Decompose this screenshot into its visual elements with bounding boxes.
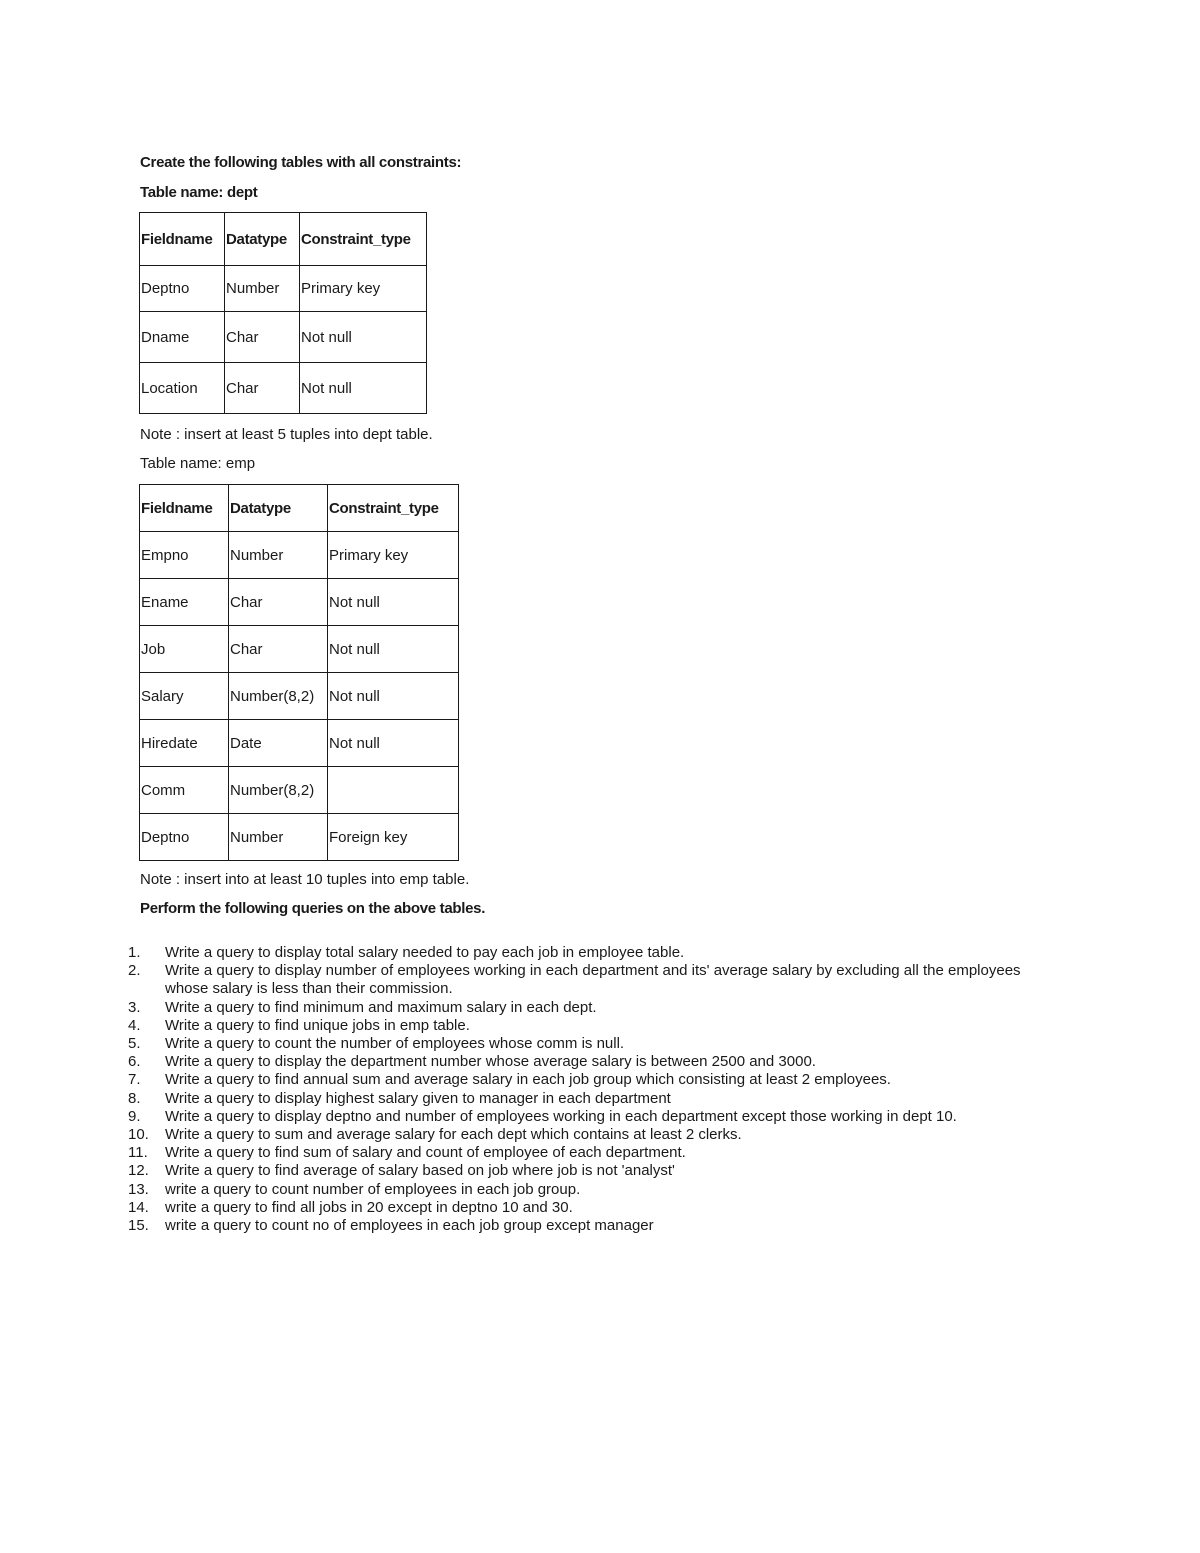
query-number: 12. (128, 1162, 149, 1180)
dept-table-row-cell: Number (225, 266, 300, 312)
emp-note: Note : insert into at least 10 tuples into emp table. (140, 871, 470, 888)
query-item (128, 999, 1028, 1017)
query-item (128, 1181, 1028, 1199)
emp-table-row-cell: Deptno (140, 814, 229, 861)
dept-table-row-cell: Char (225, 363, 300, 414)
query-text: Write a query to find average of salary based on job where job is not 'analyst' (165, 1162, 675, 1180)
dept-note: Note : insert at least 5 tuples into dept table. (140, 426, 433, 443)
emp-table-row (140, 532, 459, 579)
emp-table-row-cell: Char (229, 579, 328, 626)
emp-table-row-cell: Hiredate (140, 720, 229, 767)
emp-header-row (140, 485, 459, 532)
query-number: 6. (128, 1053, 141, 1071)
query-item (128, 1071, 1028, 1089)
query-text: write a query to count no of employees in each job group except manager (165, 1217, 654, 1235)
dept-table-row-cell: Dname (140, 312, 225, 363)
emp-table-row-cell: Date (229, 720, 328, 767)
query-text: Write a query to find sum of salary and count of employee of each department. (165, 1144, 686, 1162)
query-number: 7. (128, 1071, 141, 1089)
query-text: Write a query to find unique jobs in emp table. (165, 1016, 470, 1034)
query-item (128, 1217, 1028, 1235)
emp-table-row-cell (328, 767, 459, 814)
query-text: Write a query to sum and average salary for each dept which contains at least 2 clerks. (165, 1126, 742, 1144)
dept-table-row (140, 363, 427, 414)
emp-table-row-cell: Primary key (328, 532, 459, 579)
query-text: Write a query to find annual sum and average salary in each job group which consisting at least 2 employees. (165, 1071, 891, 1089)
query-item (128, 1108, 1028, 1126)
query-item (128, 1090, 1028, 1108)
query-item (128, 944, 1028, 962)
query-number: 4. (128, 1016, 141, 1034)
queries-heading: Perform the following queries on the above tables. (140, 900, 486, 917)
emp-table-row (140, 579, 459, 626)
dept-table (139, 212, 427, 414)
emp-table-row-cell: Not null (328, 720, 459, 767)
query-text: write a query to count number of employees in each job group. (165, 1180, 581, 1198)
query-text: Write a query to display number of employees working in each department and its' average salary by excluding all the employees whose salary is less than their commission. (165, 962, 1021, 998)
dept-table-row-cell: Not null (300, 312, 427, 363)
emp-table-title: Table name: emp (140, 455, 256, 472)
dept-table-row-cell: Location (140, 363, 225, 414)
dept-header-row-cell: Constraint_type (300, 213, 427, 266)
emp-table-row-cell: Comm (140, 767, 229, 814)
emp-header-row-cell: Datatype (229, 485, 328, 532)
query-item (128, 962, 1028, 998)
emp-table-row-cell: Not null (328, 579, 459, 626)
emp-table-row-cell: Job (140, 626, 229, 673)
emp-table-row (140, 767, 459, 814)
query-item (128, 1017, 1028, 1035)
query-number: 2. (128, 962, 141, 980)
emp-table-row (140, 673, 459, 720)
emp-table-row-cell: Not null (328, 626, 459, 673)
dept-table-row-cell: Not null (300, 363, 427, 414)
dept-table-row-cell: Deptno (140, 266, 225, 312)
query-number: 11. (128, 1144, 148, 1162)
query-text: Write a query to display total salary needed to pay each job in employee table. (165, 944, 685, 961)
dept-header-row-cell: Fieldname (140, 213, 225, 266)
query-item (128, 1126, 1028, 1144)
emp-table-row-cell: Number(8,2) (229, 767, 328, 814)
query-number: 8. (128, 1089, 141, 1107)
query-text: write a query to find all jobs in 20 except in deptno 10 and 30. (165, 1198, 573, 1216)
emp-table (139, 484, 459, 861)
query-item (128, 1053, 1028, 1071)
emp-table-row-cell: Salary (140, 673, 229, 720)
emp-table-row (140, 814, 459, 861)
dept-table-row (140, 312, 427, 363)
query-number: 1. (128, 944, 141, 961)
emp-table-row (140, 720, 459, 767)
query-number: 13. (128, 1180, 149, 1198)
query-number: 5. (128, 1035, 141, 1053)
query-item (128, 1199, 1028, 1217)
emp-table-row-cell: Not null (328, 673, 459, 720)
query-item (128, 1035, 1028, 1053)
intro-heading: Create the following tables with all constraints: (140, 154, 462, 171)
emp-table-row-cell: Empno (140, 532, 229, 579)
query-item (128, 1162, 1028, 1180)
query-text: Write a query to display deptno and number of employees working in each department except those working in dept 10. (165, 1107, 957, 1125)
dept-table-row (140, 266, 427, 312)
emp-table-row-cell: Number(8,2) (229, 673, 328, 720)
emp-table-row-cell: Char (229, 626, 328, 673)
dept-table-row-cell: Primary key (300, 266, 427, 312)
emp-header-row-cell: Fieldname (140, 485, 229, 532)
query-text: Write a query to find minimum and maximum salary in each dept. (165, 998, 597, 1016)
query-text: Write a query to display highest salary given to manager in each department (165, 1089, 671, 1107)
emp-header-row-cell: Constraint_type (328, 485, 459, 532)
query-text: Write a query to count the number of employees whose comm is null. (165, 1035, 625, 1053)
dept-table-title: Table name: dept (140, 184, 258, 201)
query-number: 10. (128, 1126, 149, 1144)
dept-header-row-cell: Datatype (225, 213, 300, 266)
dept-header-row (140, 213, 427, 266)
dept-table-row-cell: Char (225, 312, 300, 363)
emp-table-row-cell: Ename (140, 579, 229, 626)
query-number: 14. (128, 1198, 149, 1216)
query-list (128, 944, 1028, 1235)
emp-table-row (140, 626, 459, 673)
query-text: Write a query to display the department number whose average salary is between 2500 and 3000. (165, 1053, 816, 1071)
query-number: 3. (128, 998, 141, 1016)
query-number: 9. (128, 1107, 141, 1125)
emp-table-row-cell: Number (229, 814, 328, 861)
query-number: 15. (128, 1217, 149, 1235)
emp-table-row-cell: Foreign key (328, 814, 459, 861)
query-item (128, 1144, 1028, 1162)
emp-table-row-cell: Number (229, 532, 328, 579)
